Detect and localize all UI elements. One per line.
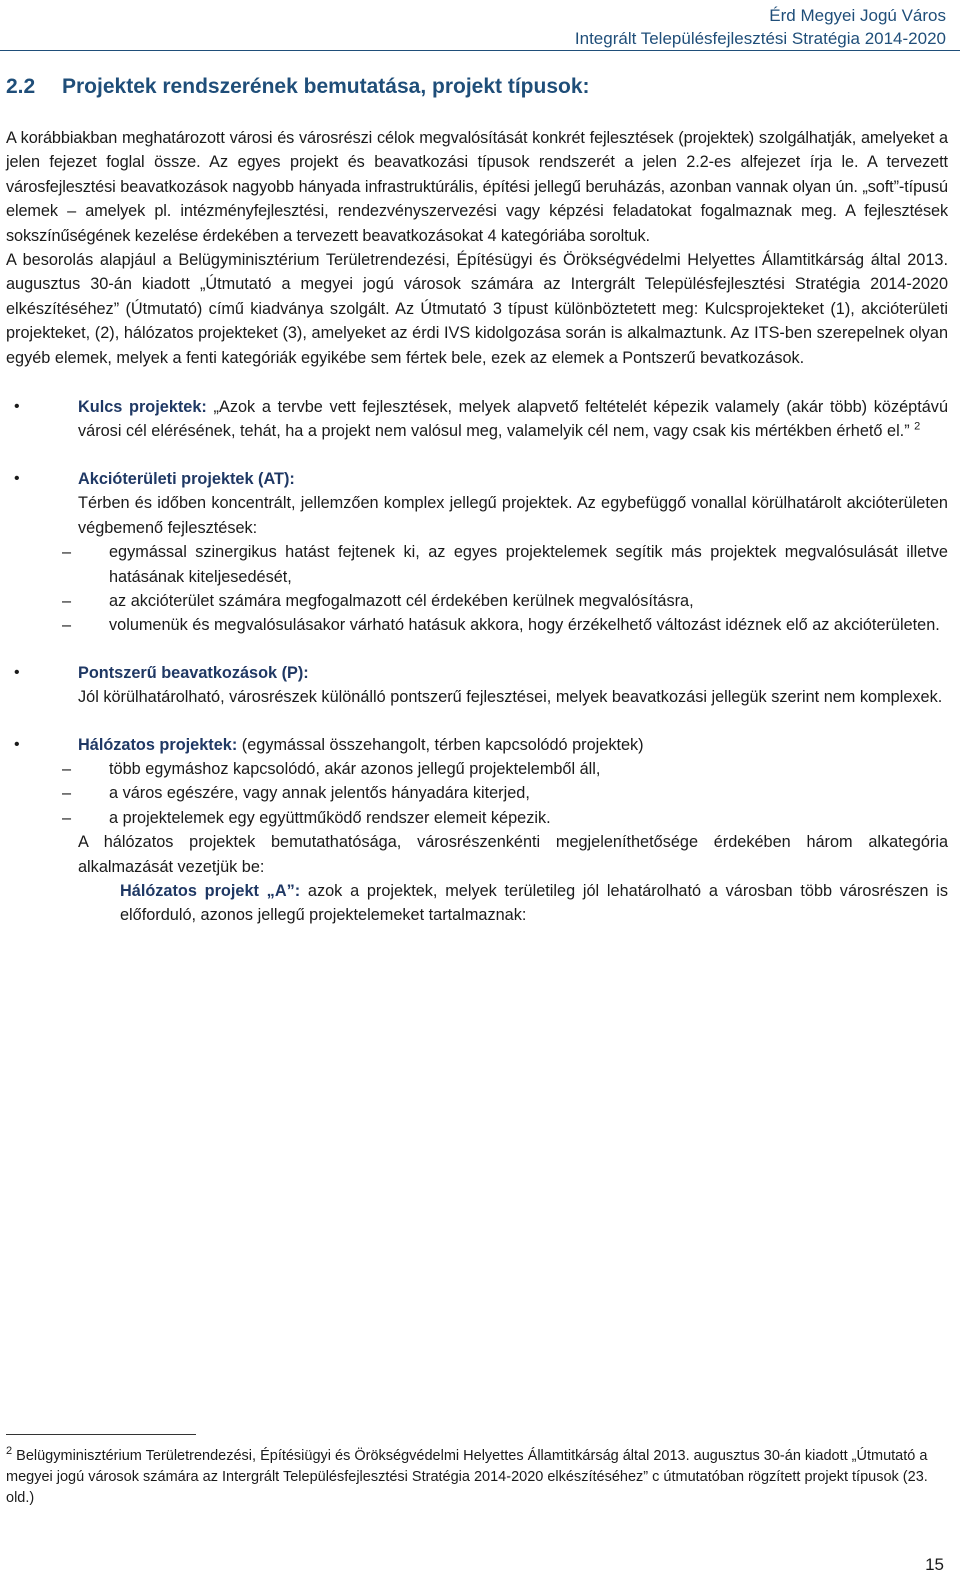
section-heading [6, 75, 590, 99]
page-header [575, 4, 946, 50]
section-number: 2.2 [6, 75, 36, 98]
bullet-label: Pontszerű beavatkozások (P): [78, 663, 309, 682]
list-item: – a város egészére, vagy annak jelentős hányadára kiterjed, [6, 781, 948, 805]
bullet-icon: • [14, 469, 20, 487]
dash-icon: – [62, 616, 72, 635]
dash-icon: – [62, 759, 72, 778]
dash-icon: – [62, 784, 72, 803]
dash-icon: – [62, 808, 72, 827]
classification-paragraph: A besorolás alapjául a Belügyminisztérium Területrendezési, Építésügyi és Örökségvédelmi Helyettes Államtitkárság által 2013. augusztus 30-án kiadott „Útmutató a megyei jogú városok számára az Intergrált Településfejlesztési Stratégia 2014-2020 elkészítéséhez” (Útmutató) című kiadványa szolgált. Az Útmutató 3 típust különböztetett meg: Kulcsprojekteket (1), akcióterületi projekteket, (2), hálózatos projekteket (3), amelyeket az érdi IVS kidolgozása során is alkalmaztunk. Az ITS-ben szerepelnek olyan egyéb elemek, melyek a fenti kategóriák egyikébe sem fértek bele, ezek az elemek a Pontszerű bevatkozások. [6, 251, 948, 367]
bullet-text: Jól körülhatárolható, városrészek különálló pontszerű fejlesztései, melyek beavatkozási jellegük szerint nem komplexek. [78, 688, 943, 707]
network-a-label: Hálózatos projekt „A”: [120, 881, 301, 900]
list-item: – volumenük és megvalósulásakor várható hatásuk akkora, hogy érzékelhető változást idéznek elő az akcióterületen. [6, 613, 948, 637]
footnote-ref: 2 [914, 421, 921, 434]
bullet-point-interventions [6, 661, 948, 710]
dash-icon: – [62, 543, 72, 562]
header-divider [0, 50, 960, 51]
bullet-label: Kulcs projektek: [78, 398, 207, 417]
header-city: Érd Megyei Jogú Város [769, 6, 946, 25]
list-item: – a projektelemek egy együttműködő rendszer elemeit képezik. [6, 806, 948, 830]
bullet-icon: • [14, 398, 20, 416]
intro-paragraph: A korábbiakban meghatározott városi és városrészi célok megvalósítását konkrét fejlesztések (projektek) szolgálhatják, amelyeket a jelen fejezet foglal össze. Az egyes projekt és beavatkozási típusok rendszerét a jelen 2.2-es alfejezet írja le. A tervezett városfejlesztési beavatkozások nagyobb hányada infrastruktúrális, építési jellegű beruházás, azonban vannak olyan ún. „soft”-típusú elemek – amelyek pl. intézményfejlesztési, rendezvényszervezési vagy képzési feladatokat fogalmaznak meg. A fejlesztések sokszínűségének kezelése érdekében a tervezett beavatkozásokat 4 kategóriába soroltuk. [6, 129, 948, 245]
dash-icon: – [62, 591, 72, 610]
section-title: Projektek rendszerének bemutatása, projekt típusok: [62, 75, 590, 98]
bullet-label: Hálózatos projektek: [78, 735, 238, 754]
page-number: 15 [925, 1555, 944, 1574]
list-item: – az akcióterület számára megfogalmazott cél érdekében kerülnek megvalósításra, [6, 589, 948, 613]
footnote-number: 2 [6, 1445, 13, 1458]
network-a-text: azok a projektek, melyek területileg jól lehatárolható a városban több városrészen is előforduló, azonos jellegű projektelemeket tartalmaznak: [120, 881, 948, 925]
footnote-divider [6, 1434, 196, 1435]
footnote [6, 1446, 946, 1509]
action-area-list [6, 540, 948, 638]
bullet-icon: • [14, 663, 20, 681]
footnote-text: Belügyminisztérium Területrendezési, Építésiügyi és Örökségvédelmi Helyettes Államtitkárság által 2013. augusztus 30-án kiadott „Útmutató a megyei jogú városok számára az Intergrált Településfejlesztési Stratégia 2014-2020 elkészítéséhez” c útmutatóban rögzített projekt típusok (23. old.) [6, 1448, 928, 1506]
bullet-text: „Azok a tervbe vett fejlesztések, melyek alapvető feltételét képezik valamely (akár több) középtávú városi cél elérésének, tehát, ha a projekt nem valósul meg, valamelyik cél nem, vagy csak kis mértékben érhető el.” [78, 398, 948, 441]
list-item: – egymással szinergikus hatást fejtenek ki, az egyes projektelemek segítik más projektek megvalósulását illetve hatásának kiteljesedését, [6, 540, 948, 589]
bullet-text: (egymással összehangolt, térben kapcsolódó projektek) [241, 735, 644, 754]
bullet-key-projects [6, 395, 948, 444]
network-intro-paragraph: A hálózatos projektek bemutathatósága, városrészenkénti megjeleníthetősége érdekében három alkategória alkalmazását vezetjük be: [78, 833, 948, 876]
list-item: – több egymáshoz kapcsolódó, akár azonos jellegű projektelemből áll, [6, 757, 948, 781]
body-text [6, 126, 948, 928]
network-a-paragraph [6, 879, 948, 928]
bullet-action-area [6, 467, 948, 540]
network-list [6, 757, 948, 830]
bullet-icon: • [14, 735, 20, 753]
bullet-text: Térben és időben koncentrált, jellemzően komplex jellegű projektek. Az egybefüggő vonallal körülhatárolt akcióterületen végbemenő fejlesztések: [78, 494, 948, 537]
bullet-network-projects [6, 733, 948, 757]
bullet-label: Akcióterületi projektek (AT): [78, 469, 295, 488]
header-document-title: Integrált Településfejlesztési Stratégia 2014-2020 [574, 29, 946, 48]
